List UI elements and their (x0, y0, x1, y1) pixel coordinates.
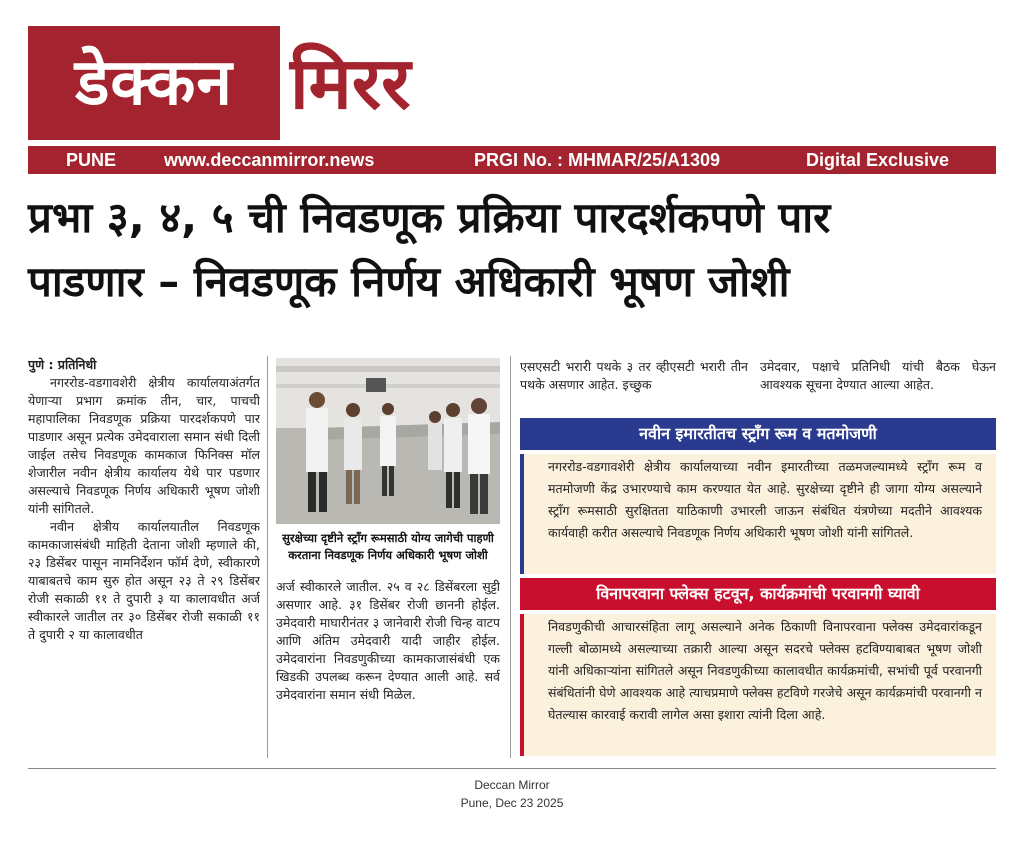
article-column-3b (760, 358, 996, 394)
article-paragraph-4a: एसएसटी भरारी पथके ३ तर व्हीएसटी भरारी तीन पथके असणार आहेत. इच्छुक (520, 359, 748, 392)
masthead-logo-box (28, 26, 280, 140)
headline-line-1: प्रभा ३, ४, ५ ची निवडणूक प्रक्रिया पारदर्शकपणे पार (28, 193, 831, 242)
article-column-3a (520, 358, 748, 394)
article-column-1 (28, 356, 260, 756)
article-headline (28, 186, 1000, 314)
article-paragraph-4b: उमेदवार, पक्षाचे प्रतिनिधी यांची बैठक घेऊन आवश्यक सूचना देण्यात आल्या आहेत. (760, 359, 996, 392)
photo-caption: सुरक्षेच्या दृष्टीने स्ट्रॉंग रूमसाठी योग्य जागेची पाहणी करताना निवडणूक निर्णय अधिकारी भूषण जोशी (282, 531, 494, 562)
article-paragraph-1: नगररोड-वडगावशेरी क्षेत्रीय कार्यालयाअंतर्गत येणाऱ्या प्रभाग क्रमांक तीन, चार, पाचची महापालिका निवडणूक प्रक्रिया पारदर्शकपणे पार पाडणार असून प्रत्येक उमेदवाराला समान संधी दिली जाईल तसेच निवडणूक कामकाज फिनिक्स मॉल शेजारील नवीन क्षेत्रीय कार्यालय येथे पार पडणार असल्याचे निवडणूक निर्णय अधिकारी भूषण जोशी यांनी सांगितले. (28, 375, 260, 516)
article-paragraph-2: नवीन क्षेत्रीय कार्यालयातील निवडणूक कामकाजासंबंधी माहिती देताना जोशी म्हणाले की, २३ डिसेंबर पासून नामनिर्देशन फॉर्म देणे, स्वीकारणे याबाबतचे काम सुरु होत असून २३ ते २९ डिसेंबर रोजी सकाळी ११ ते दुपारी ३ या कालावधीत अर्ज स्वीकारले जातील तर ३० डिसेंबर रोजी सकाळी ११ ते दुपारी २ या कालावधीत (28, 519, 260, 642)
logo-text-primary: डेक्कन (75, 46, 233, 120)
footer-divider (28, 768, 996, 769)
headline-line-2: पाडणार – निवडणूक निर्णय अधिकारी भूषण जोशी (28, 257, 790, 306)
article-photo (276, 358, 500, 524)
section-flex-removal-title: विनापरवाना फ्लेक्स हटवून, कार्यक्रमांची परवानगी घ्यावी (520, 578, 996, 610)
section-strong-room (520, 418, 996, 574)
column-divider (267, 356, 268, 758)
masthead-website: www.deccanmirror.news (164, 150, 375, 170)
section-strong-room-title: नवीन इमारतीतच स्ट्रॉंग रूम व मतमोजणी (520, 418, 996, 450)
section-strong-room-body: नगररोड-वडगावशेरी क्षेत्रीय कार्यालयाच्या नवीन इमारतीच्या तळमजल्यामध्ये स्ट्रॉंग रूम व मतमोजणी केंद्र उभारण्याचे काम करण्यात येत आहे. सुरक्षेच्या दृष्टीने ही जागा योग्य असल्याने स्ट्रॉंग रूमसाठी सुरक्षितता याठिकाणी उभारली जाऊन संबंधित यंत्रणेच्या मदतीने आवश्यक कार्यवाही करीत असल्याचे निवडणूक निर्णय अधिकारी भूषण जोशी यांनी सांगितले. (520, 454, 996, 574)
masthead-info-bar (28, 146, 996, 174)
footer-dateline: Pune, Dec 23 2025 (460, 796, 564, 810)
article-dateline: पुणे : प्रतिनिधी (28, 357, 97, 372)
masthead-prgi-number: PRGI No. : MHMAR/25/A1309 (474, 150, 721, 170)
footer-publication: Deccan Mirror (474, 778, 550, 792)
masthead-edition: Digital Exclusive (806, 150, 950, 170)
article-column-2 (276, 578, 500, 758)
article-paragraph-3: अर्ज स्वीकारले जातील. २५ व २८ डिसेंबरला सुट्टी असणार आहे. ३१ डिसेंबर रोजी छाननी होईल. उमेदवारी माघारीनंतर ३ जानेवारी रोजी चिन्ह वाटप आणि अंतिम उमेदवारी यादी जाहीर होईल. उमेदवारांना निवडणुकीच्या कामकाजासंबंधी एक खिडकी उपलब्ध करून देण्यात आली आहे. सर्व उमेदवारांना समान संधी मिळेल. (276, 579, 500, 702)
logo-text-secondary: मिरर (290, 41, 411, 125)
strong-room-inspection-photo (276, 358, 500, 524)
masthead-city: PUNE (66, 150, 117, 170)
section-flex-removal-body: निवडणुकीची आचारसंहिता लागू असल्याने अनेक ठिकाणी विनापरवाना फ्लेक्स उमेदवारांकडून गल्ली बोळामध्ये असल्याच्या तक्रारी आल्या असून सदरचे फ्लेक्स हटविण्याबाबत भूषण जोशी यांनी अधिकाऱ्यांना सांगितले असून निवडणुकीच्या कालावधीत कार्यक्रमांची, सभांची पूर्व परवानगी संबंधितांनी घेणे आवश्यक आहे त्याचप्रमाणे फ्लेक्स हटविणे गरजेचे असून कार्यक्रमांची परवानगी न घेतल्यास कारवाई करावी लागेल असा इशारा त्यांनी दिला आहे. (520, 614, 996, 756)
section-flex-removal (520, 578, 996, 756)
column-divider (510, 356, 511, 758)
